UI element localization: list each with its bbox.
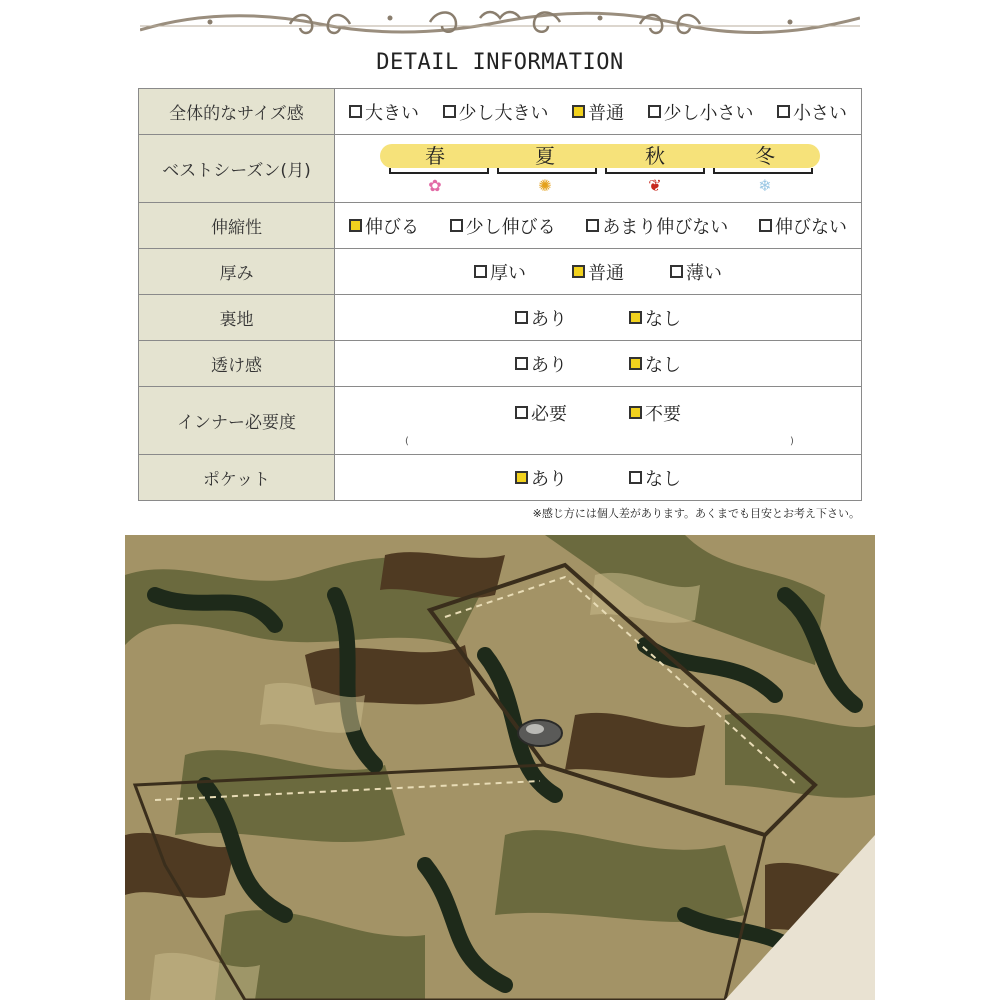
season-band	[380, 144, 820, 168]
unchecked-box-icon	[648, 105, 661, 118]
option-label: 厚い	[490, 262, 526, 284]
checked-box-icon	[349, 219, 362, 232]
row-value	[335, 341, 862, 387]
unchecked-box-icon	[349, 105, 362, 118]
option-item	[450, 213, 556, 239]
season-spring: 春	[425, 144, 445, 168]
season-winter: 冬	[755, 144, 775, 168]
product-photo-camo-pocket	[125, 535, 875, 1000]
table-row	[139, 135, 862, 203]
option-item	[759, 213, 847, 239]
row-value	[335, 295, 862, 341]
option-label: あり	[531, 468, 567, 490]
lining-options	[335, 305, 861, 331]
unchecked-box-icon	[629, 471, 642, 484]
row-value	[335, 387, 862, 455]
detail-table	[138, 88, 862, 501]
option-label: あり	[531, 354, 567, 376]
table-row	[139, 295, 862, 341]
option-item	[670, 259, 722, 285]
inner-options	[335, 400, 861, 426]
cherry-blossom-icon: ✿	[428, 176, 442, 195]
row-value	[335, 249, 862, 295]
row-label: 厚み	[139, 249, 335, 295]
unchecked-box-icon	[759, 219, 772, 232]
option-label: なし	[645, 308, 681, 330]
option-item	[349, 99, 419, 125]
stretch-options	[335, 213, 861, 239]
row-label: 裏地	[139, 295, 335, 341]
option-item	[629, 305, 681, 331]
checked-box-icon	[629, 357, 642, 370]
option-label: 小さい	[793, 102, 847, 124]
row-value	[335, 455, 862, 501]
season-bracket	[497, 168, 597, 174]
option-label: 必要	[531, 403, 567, 425]
paren-open: (	[405, 435, 409, 447]
row-label: 全体的なサイズ感	[139, 89, 335, 135]
option-item	[515, 400, 567, 426]
option-label: 少し大きい	[458, 102, 549, 124]
unchecked-box-icon	[670, 265, 683, 278]
option-item	[629, 351, 681, 377]
row-value	[335, 135, 862, 203]
row-label: インナー必要度	[139, 387, 335, 455]
season-bracket	[713, 168, 813, 174]
table-row	[139, 387, 862, 455]
option-label: 普通	[588, 102, 624, 124]
unchecked-box-icon	[450, 219, 463, 232]
decorative-ornament	[140, 4, 860, 40]
option-label: あまり伸びない	[602, 216, 729, 238]
checked-box-icon	[629, 406, 642, 419]
unchecked-box-icon	[474, 265, 487, 278]
option-label: あり	[531, 308, 567, 330]
option-item	[586, 213, 728, 239]
option-label: 大きい	[365, 102, 419, 124]
unchecked-box-icon	[777, 105, 790, 118]
paren-close: )	[790, 435, 794, 447]
row-label: ポケット	[139, 455, 335, 501]
thickness-options	[335, 259, 861, 285]
disclaimer-note: ※感じ方には個人差があります。あくまでも目安とお考え下さい。	[532, 507, 860, 520]
size-options	[335, 99, 861, 125]
unchecked-box-icon	[515, 406, 528, 419]
snowflake-icon: ❄	[758, 176, 772, 195]
table-row	[139, 455, 862, 501]
table-row	[139, 341, 862, 387]
option-label: 伸びる	[365, 216, 419, 238]
option-item	[515, 351, 567, 377]
row-label: 透け感	[139, 341, 335, 387]
page-title: DETAIL INFORMATION	[376, 50, 624, 75]
option-item	[349, 213, 419, 239]
row-value	[335, 203, 862, 249]
option-label: 薄い	[686, 262, 722, 284]
season-icons	[380, 175, 820, 197]
unchecked-box-icon	[515, 357, 528, 370]
option-item	[515, 465, 567, 491]
season-bracket	[389, 168, 489, 174]
sunflower-icon: ✺	[538, 176, 552, 195]
option-item	[572, 99, 624, 125]
season-chart	[335, 137, 861, 200]
checked-box-icon	[629, 311, 642, 324]
unchecked-box-icon	[515, 311, 528, 324]
option-label: 少し伸びる	[465, 216, 556, 238]
row-value	[335, 89, 862, 135]
option-label: なし	[645, 354, 681, 376]
option-item	[648, 99, 754, 125]
option-item	[777, 99, 847, 125]
table-row	[139, 203, 862, 249]
option-label: 伸びない	[774, 216, 847, 238]
option-label: 普通	[588, 262, 624, 284]
season-bracket	[605, 168, 705, 174]
table-row	[139, 249, 862, 295]
checked-box-icon	[515, 471, 528, 484]
maple-leaf-icon: ❦	[648, 176, 662, 195]
sheer-options	[335, 351, 861, 377]
unchecked-box-icon	[586, 219, 599, 232]
pocket-options	[335, 465, 861, 491]
option-item	[629, 400, 681, 426]
checked-box-icon	[572, 105, 585, 118]
unchecked-box-icon	[443, 105, 456, 118]
checked-box-icon	[572, 265, 585, 278]
season-summer: 夏	[535, 144, 555, 168]
option-label: なし	[645, 468, 681, 490]
season-brackets	[385, 168, 817, 174]
option-item	[629, 465, 681, 491]
option-item	[515, 305, 567, 331]
season-autumn: 秋	[645, 144, 665, 168]
table-row	[139, 89, 862, 135]
row-label: 伸縮性	[139, 203, 335, 249]
option-item	[572, 259, 624, 285]
option-label: 少し小さい	[663, 102, 754, 124]
option-item	[443, 99, 549, 125]
option-item	[474, 259, 526, 285]
row-label: ベストシーズン(月)	[139, 135, 335, 203]
option-label: 不要	[645, 403, 681, 425]
